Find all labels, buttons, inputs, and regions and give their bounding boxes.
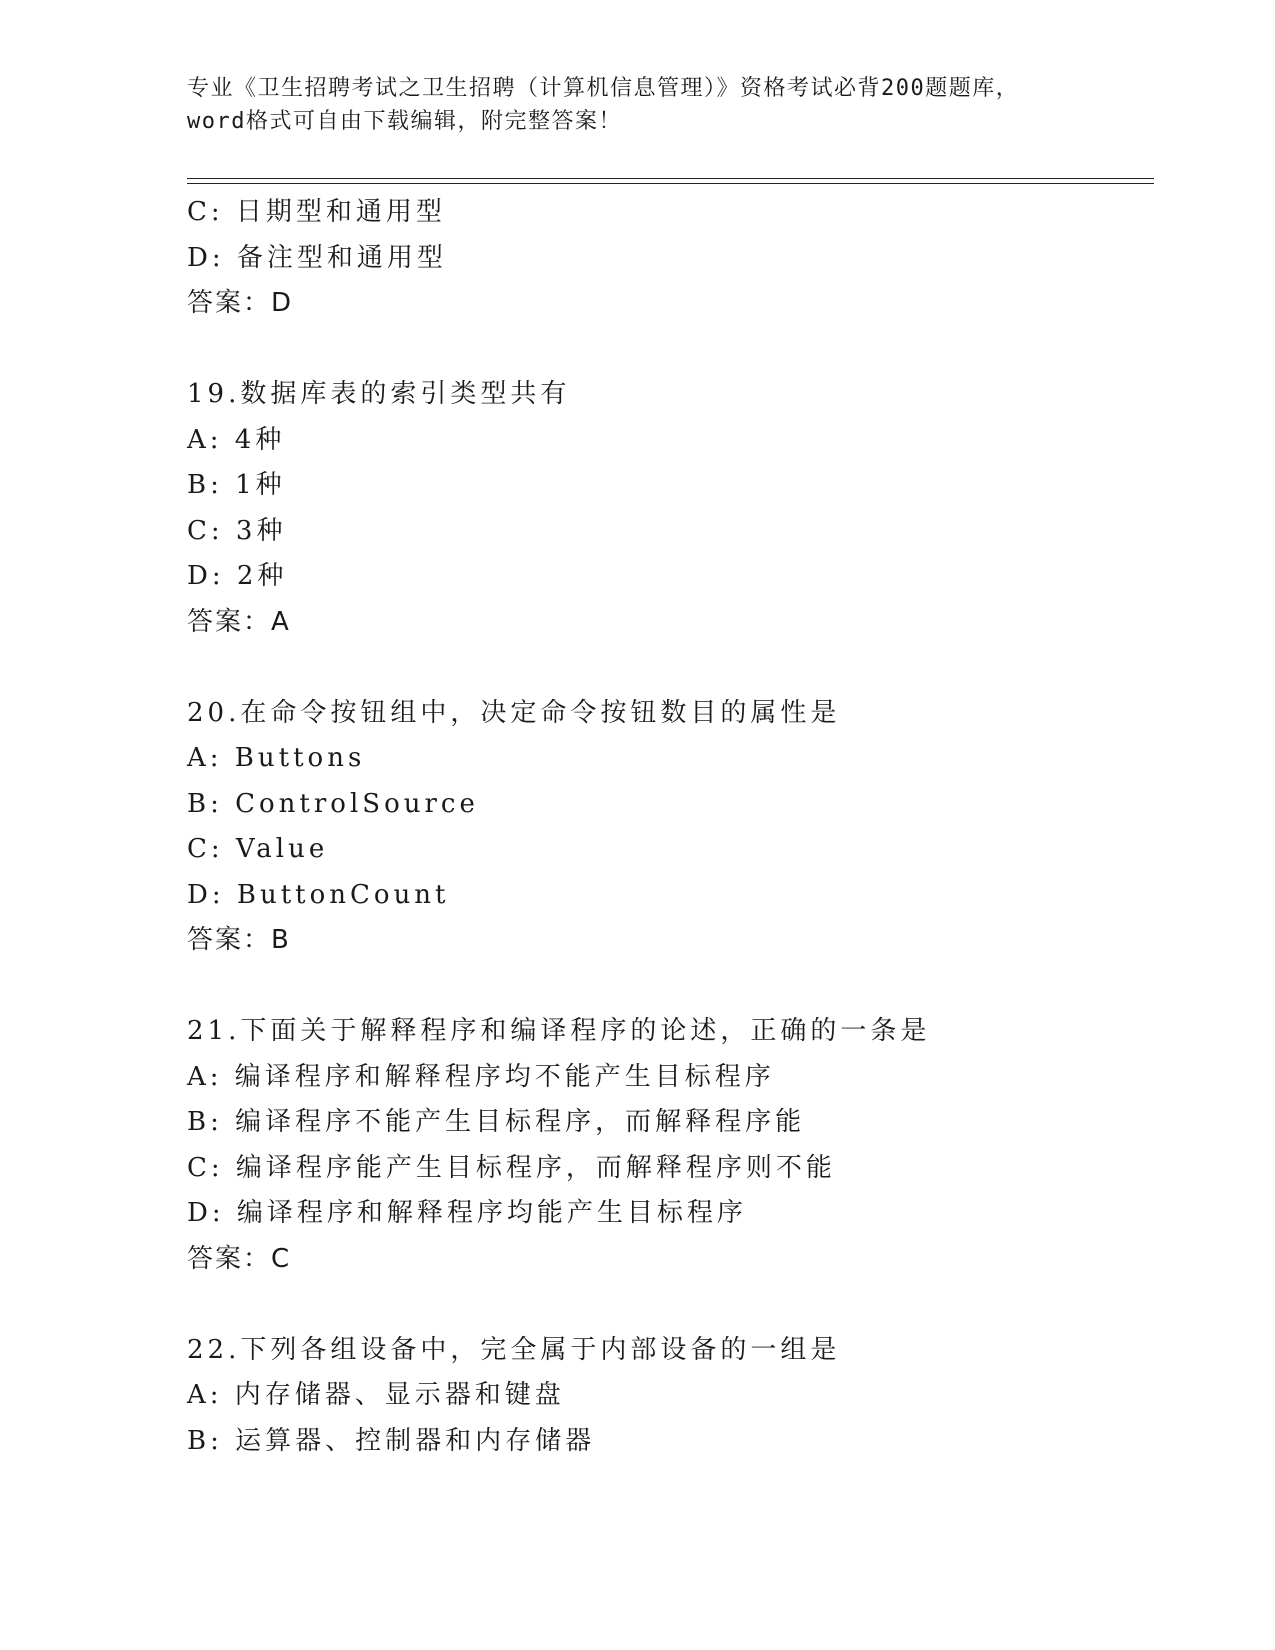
answer-option: D: 编译程序和解释程序均能产生目标程序	[187, 1198, 747, 1228]
answer-option: D: 备注型和通用型	[187, 242, 447, 273]
question-text: 21.下面关于解释程序和编译程序的论述，正确的一条是	[187, 1016, 931, 1046]
answer-option: C: 编译程序能产生目标程序，而解释程序则不能	[187, 1152, 836, 1183]
header-line-1: 专业《卫生招聘考试之卫生招聘（计算机信息管理）》资格考试必背200题题库，	[187, 76, 1020, 101]
answer-key: 答案：C	[187, 1243, 292, 1274]
header-line-2: word格式可自由下载编辑，附完整答案！	[187, 109, 622, 134]
answer-option: A: 4种	[187, 424, 286, 455]
document-header	[187, 72, 1147, 138]
question-text: 20.在命令按钮组中，决定命令按钮数目的属性是	[187, 697, 841, 728]
answer-option: B: ControlSource	[187, 788, 479, 819]
answer-key: 答案：A	[187, 606, 291, 637]
answer-key: 答案：D	[187, 288, 294, 318]
answer-option: C: 3种	[187, 515, 287, 546]
answer-option: B: 运算器、控制器和内存储器	[187, 1425, 596, 1456]
answer-option: B: 编译程序不能产生目标程序，而解释程序能	[187, 1107, 806, 1137]
answer-option: B: 1种	[187, 470, 286, 500]
answer-option: D: 2种	[187, 561, 288, 591]
answer-option: A: Buttons	[187, 743, 366, 773]
question-text: 19.数据库表的索引类型共有	[187, 379, 571, 409]
answer-key: 答案：B	[187, 925, 291, 955]
answer-option: C: 日期型和通用型	[187, 197, 446, 227]
answer-option: A: 编译程序和解释程序均不能产生目标程序	[187, 1061, 775, 1092]
header-divider-top	[187, 178, 1154, 179]
spacer	[187, 964, 1167, 1010]
spacer	[187, 645, 1167, 691]
header-divider-bottom	[187, 183, 1154, 184]
spacer	[187, 327, 1167, 373]
question-list	[187, 190, 1167, 1464]
spacer	[187, 1282, 1167, 1328]
answer-option: C: Value	[187, 834, 329, 864]
answer-option: A: 内存储器、显示器和键盘	[187, 1380, 565, 1410]
question-text: 22.下列各组设备中，完全属于内部设备的一组是	[187, 1334, 841, 1365]
answer-option: D: ButtonCount	[187, 879, 450, 910]
